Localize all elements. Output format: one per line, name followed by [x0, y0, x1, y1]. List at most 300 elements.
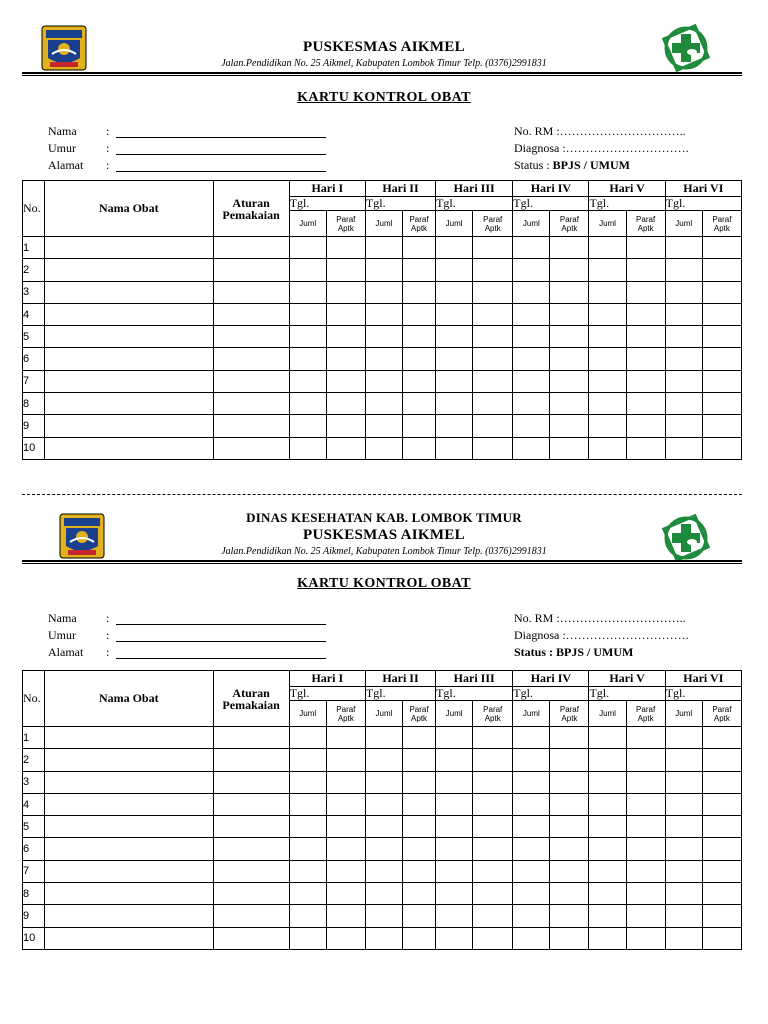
paraf-cell[interactable] [702, 883, 741, 905]
paraf-cell[interactable] [326, 259, 365, 281]
juml-cell[interactable] [665, 303, 702, 325]
paraf-cell[interactable] [550, 793, 589, 815]
juml-cell[interactable] [513, 771, 550, 793]
juml-cell[interactable] [289, 326, 326, 348]
paraf-cell[interactable] [326, 838, 365, 860]
paraf-cell[interactable] [626, 749, 665, 771]
medicine-name-cell[interactable] [45, 927, 213, 949]
juml-cell[interactable] [589, 727, 626, 749]
date-cell[interactable]: Tgl. [436, 197, 513, 211]
dosage-cell[interactable] [213, 437, 289, 459]
medicine-name-cell[interactable] [45, 393, 213, 415]
juml-cell[interactable] [665, 793, 702, 815]
juml-cell[interactable] [513, 370, 550, 392]
date-cell[interactable]: Tgl. [589, 687, 665, 701]
juml-cell[interactable] [289, 415, 326, 437]
juml-cell[interactable] [289, 370, 326, 392]
paraf-cell[interactable] [626, 860, 665, 882]
paraf-cell[interactable] [702, 771, 741, 793]
medicine-name-cell[interactable] [45, 437, 213, 459]
date-cell[interactable]: Tgl. [289, 687, 365, 701]
paraf-cell[interactable] [403, 237, 436, 259]
juml-cell[interactable] [513, 905, 550, 927]
date-cell[interactable]: Tgl. [513, 687, 589, 701]
paraf-cell[interactable] [550, 749, 589, 771]
juml-cell[interactable] [365, 281, 402, 303]
dosage-cell[interactable] [213, 927, 289, 949]
paraf-cell[interactable] [702, 326, 741, 348]
paraf-cell[interactable] [702, 237, 741, 259]
paraf-cell[interactable] [626, 326, 665, 348]
juml-cell[interactable] [513, 348, 550, 370]
paraf-cell[interactable] [473, 883, 513, 905]
paraf-cell[interactable] [550, 816, 589, 838]
paraf-cell[interactable] [473, 303, 513, 325]
juml-cell[interactable] [365, 727, 402, 749]
paraf-cell[interactable] [702, 348, 741, 370]
juml-cell[interactable] [289, 437, 326, 459]
juml-cell[interactable] [513, 883, 550, 905]
paraf-cell[interactable] [702, 860, 741, 882]
paraf-cell[interactable] [550, 326, 589, 348]
juml-cell[interactable] [665, 771, 702, 793]
paraf-cell[interactable] [403, 883, 436, 905]
juml-cell[interactable] [289, 838, 326, 860]
medicine-name-cell[interactable] [45, 303, 213, 325]
date-cell[interactable]: Tgl. [665, 687, 741, 701]
paraf-cell[interactable] [326, 348, 365, 370]
medicine-name-cell[interactable] [45, 771, 213, 793]
juml-cell[interactable] [665, 370, 702, 392]
medicine-name-cell[interactable] [45, 838, 213, 860]
paraf-cell[interactable] [473, 370, 513, 392]
paraf-cell[interactable] [626, 237, 665, 259]
juml-cell[interactable] [513, 393, 550, 415]
juml-cell[interactable] [436, 437, 473, 459]
paraf-cell[interactable] [626, 281, 665, 303]
paraf-cell[interactable] [326, 437, 365, 459]
juml-cell[interactable] [665, 326, 702, 348]
paraf-cell[interactable] [702, 727, 741, 749]
paraf-cell[interactable] [550, 838, 589, 860]
paraf-cell[interactable] [702, 905, 741, 927]
paraf-cell[interactable] [550, 727, 589, 749]
paraf-cell[interactable] [702, 816, 741, 838]
juml-cell[interactable] [436, 793, 473, 815]
dosage-cell[interactable] [213, 237, 289, 259]
dosage-cell[interactable] [213, 370, 289, 392]
juml-cell[interactable] [436, 905, 473, 927]
medicine-name-cell[interactable] [45, 370, 213, 392]
juml-cell[interactable] [665, 727, 702, 749]
juml-cell[interactable] [365, 393, 402, 415]
umur-input-line[interactable] [116, 154, 326, 155]
paraf-cell[interactable] [326, 303, 365, 325]
juml-cell[interactable] [665, 838, 702, 860]
date-cell[interactable]: Tgl. [665, 197, 741, 211]
paraf-cell[interactable] [473, 437, 513, 459]
juml-cell[interactable] [365, 771, 402, 793]
juml-cell[interactable] [289, 905, 326, 927]
medicine-name-cell[interactable] [45, 793, 213, 815]
juml-cell[interactable] [513, 437, 550, 459]
dosage-cell[interactable] [213, 860, 289, 882]
paraf-cell[interactable] [473, 393, 513, 415]
medicine-name-cell[interactable] [45, 348, 213, 370]
juml-cell[interactable] [513, 326, 550, 348]
paraf-cell[interactable] [403, 348, 436, 370]
paraf-cell[interactable] [403, 771, 436, 793]
juml-cell[interactable] [436, 749, 473, 771]
paraf-cell[interactable] [626, 927, 665, 949]
medicine-name-cell[interactable] [45, 749, 213, 771]
alamat-input-line[interactable] [116, 658, 326, 659]
juml-cell[interactable] [436, 326, 473, 348]
paraf-cell[interactable] [473, 237, 513, 259]
juml-cell[interactable] [665, 237, 702, 259]
juml-cell[interactable] [365, 905, 402, 927]
paraf-cell[interactable] [326, 237, 365, 259]
paraf-cell[interactable] [550, 348, 589, 370]
paraf-cell[interactable] [473, 816, 513, 838]
paraf-cell[interactable] [403, 370, 436, 392]
paraf-cell[interactable] [403, 838, 436, 860]
paraf-cell[interactable] [550, 860, 589, 882]
paraf-cell[interactable] [403, 793, 436, 815]
paraf-cell[interactable] [626, 883, 665, 905]
paraf-cell[interactable] [626, 727, 665, 749]
paraf-cell[interactable] [403, 326, 436, 348]
juml-cell[interactable] [665, 437, 702, 459]
paraf-cell[interactable] [626, 348, 665, 370]
paraf-cell[interactable] [403, 727, 436, 749]
juml-cell[interactable] [436, 771, 473, 793]
juml-cell[interactable] [665, 393, 702, 415]
paraf-cell[interactable] [473, 326, 513, 348]
juml-cell[interactable] [589, 370, 626, 392]
juml-cell[interactable] [589, 927, 626, 949]
field-status: Status : BPJS / UMUM [514, 645, 634, 659]
juml-cell[interactable] [289, 860, 326, 882]
paraf-cell[interactable] [326, 883, 365, 905]
date-cell[interactable]: Tgl. [436, 687, 513, 701]
dosage-cell[interactable] [213, 793, 289, 815]
juml-cell[interactable] [365, 348, 402, 370]
paraf-cell[interactable] [702, 793, 741, 815]
juml-cell[interactable] [513, 303, 550, 325]
juml-cell[interactable] [436, 883, 473, 905]
medicine-name-cell[interactable] [45, 816, 213, 838]
juml-cell[interactable] [365, 370, 402, 392]
juml-cell[interactable] [436, 816, 473, 838]
juml-cell[interactable] [589, 259, 626, 281]
paraf-cell[interactable] [550, 259, 589, 281]
paraf-cell[interactable] [550, 905, 589, 927]
dosage-cell[interactable] [213, 415, 289, 437]
paraf-cell[interactable] [326, 281, 365, 303]
paraf-cell[interactable] [403, 259, 436, 281]
paraf-cell[interactable] [626, 838, 665, 860]
paraf-cell[interactable] [626, 793, 665, 815]
paraf-cell[interactable] [626, 415, 665, 437]
paraf-cell[interactable] [626, 905, 665, 927]
juml-cell[interactable] [436, 927, 473, 949]
juml-cell[interactable] [589, 303, 626, 325]
juml-cell[interactable] [665, 259, 702, 281]
juml-cell[interactable] [365, 860, 402, 882]
juml-cell[interactable] [365, 415, 402, 437]
paraf-cell[interactable] [626, 259, 665, 281]
medicine-name-cell[interactable] [45, 326, 213, 348]
juml-cell[interactable] [665, 281, 702, 303]
juml-cell[interactable] [513, 749, 550, 771]
paraf-cell[interactable] [550, 237, 589, 259]
juml-cell[interactable] [436, 259, 473, 281]
juml-cell[interactable] [513, 927, 550, 949]
dosage-cell[interactable] [213, 727, 289, 749]
juml-cell[interactable] [289, 727, 326, 749]
paraf-cell[interactable] [403, 927, 436, 949]
juml-cell[interactable] [436, 860, 473, 882]
paraf-cell[interactable] [702, 415, 741, 437]
juml-cell[interactable] [589, 415, 626, 437]
paraf-cell[interactable] [550, 415, 589, 437]
juml-cell[interactable] [589, 281, 626, 303]
paraf-cell[interactable] [702, 437, 741, 459]
juml-cell[interactable] [365, 749, 402, 771]
paraf-cell[interactable] [326, 860, 365, 882]
juml-cell[interactable] [513, 727, 550, 749]
juml-cell[interactable] [589, 860, 626, 882]
juml-cell[interactable] [665, 749, 702, 771]
paraf-cell[interactable] [403, 860, 436, 882]
paraf-cell[interactable] [702, 393, 741, 415]
paraf-cell[interactable] [550, 303, 589, 325]
juml-cell[interactable] [665, 816, 702, 838]
medicine-name-cell[interactable] [45, 905, 213, 927]
paraf-cell[interactable] [626, 437, 665, 459]
dosage-cell[interactable] [213, 838, 289, 860]
paraf-cell[interactable] [326, 370, 365, 392]
juml-cell[interactable] [665, 860, 702, 882]
juml-cell[interactable] [589, 237, 626, 259]
date-cell[interactable]: Tgl. [513, 197, 589, 211]
juml-cell[interactable] [436, 348, 473, 370]
paraf-cell[interactable] [550, 883, 589, 905]
juml-cell[interactable] [365, 259, 402, 281]
juml-cell[interactable] [665, 883, 702, 905]
medicine-name-cell[interactable] [45, 281, 213, 303]
dosage-cell[interactable] [213, 905, 289, 927]
paraf-cell[interactable] [473, 348, 513, 370]
paraf-cell[interactable] [702, 927, 741, 949]
juml-cell[interactable] [365, 883, 402, 905]
juml-cell[interactable] [589, 771, 626, 793]
juml-cell[interactable] [513, 838, 550, 860]
juml-cell[interactable] [289, 749, 326, 771]
date-cell[interactable]: Tgl. [289, 197, 365, 211]
paraf-cell[interactable] [403, 816, 436, 838]
medicine-name-cell[interactable] [45, 259, 213, 281]
paraf-cell[interactable] [326, 749, 365, 771]
paraf-cell[interactable] [326, 905, 365, 927]
paraf-cell[interactable] [702, 370, 741, 392]
juml-cell[interactable] [436, 415, 473, 437]
dosage-cell[interactable] [213, 348, 289, 370]
juml-cell[interactable] [289, 927, 326, 949]
juml-cell[interactable] [589, 348, 626, 370]
juml-cell[interactable] [665, 415, 702, 437]
paraf-cell[interactable] [403, 437, 436, 459]
juml-cell[interactable] [589, 393, 626, 415]
paraf-cell[interactable] [626, 370, 665, 392]
paraf-cell[interactable] [626, 771, 665, 793]
paraf-cell[interactable] [550, 771, 589, 793]
nama-input-line[interactable] [116, 137, 326, 138]
juml-cell[interactable] [289, 237, 326, 259]
paraf-cell[interactable] [473, 415, 513, 437]
paraf-cell[interactable] [473, 927, 513, 949]
paraf-cell[interactable] [473, 281, 513, 303]
umur-input-line[interactable] [116, 641, 326, 642]
paraf-cell[interactable] [403, 281, 436, 303]
paraf-cell[interactable] [326, 727, 365, 749]
medicine-name-cell[interactable] [45, 237, 213, 259]
medicine-name-cell[interactable] [45, 727, 213, 749]
dosage-cell[interactable] [213, 883, 289, 905]
medicine-name-cell[interactable] [45, 860, 213, 882]
dosage-cell[interactable] [213, 393, 289, 415]
date-cell[interactable]: Tgl. [589, 197, 665, 211]
juml-cell[interactable] [513, 793, 550, 815]
alamat-input-line[interactable] [116, 171, 326, 172]
paraf-cell[interactable] [550, 281, 589, 303]
juml-cell[interactable] [513, 281, 550, 303]
juml-cell[interactable] [436, 281, 473, 303]
paraf-cell[interactable] [626, 816, 665, 838]
paraf-cell[interactable] [550, 393, 589, 415]
juml-cell[interactable] [589, 838, 626, 860]
paraf-cell[interactable] [702, 749, 741, 771]
dosage-cell[interactable] [213, 326, 289, 348]
paraf-cell[interactable] [473, 727, 513, 749]
juml-cell[interactable] [513, 860, 550, 882]
dosage-cell[interactable] [213, 771, 289, 793]
juml-cell[interactable] [665, 927, 702, 949]
paraf-cell[interactable] [473, 749, 513, 771]
header-rule [22, 72, 742, 74]
juml-cell[interactable] [289, 303, 326, 325]
paraf-cell[interactable] [702, 259, 741, 281]
paraf-cell[interactable] [403, 749, 436, 771]
paraf-cell[interactable] [702, 303, 741, 325]
paraf-cell[interactable] [403, 415, 436, 437]
juml-cell[interactable] [365, 816, 402, 838]
paraf-cell[interactable] [473, 860, 513, 882]
juml-cell[interactable] [289, 771, 326, 793]
juml-cell[interactable] [589, 816, 626, 838]
juml-cell[interactable] [365, 303, 402, 325]
paraf-cell[interactable] [326, 326, 365, 348]
paraf-cell[interactable] [403, 303, 436, 325]
paraf-cell[interactable] [473, 771, 513, 793]
juml-cell[interactable] [436, 237, 473, 259]
juml-cell[interactable] [289, 259, 326, 281]
juml-cell[interactable] [665, 905, 702, 927]
juml-cell[interactable] [589, 793, 626, 815]
juml-cell[interactable] [589, 326, 626, 348]
paraf-cell[interactable] [326, 927, 365, 949]
juml-cell[interactable] [365, 793, 402, 815]
juml-cell[interactable] [436, 393, 473, 415]
juml-cell[interactable] [289, 281, 326, 303]
dosage-cell[interactable] [213, 281, 289, 303]
paraf-cell[interactable] [403, 905, 436, 927]
paraf-cell[interactable] [702, 838, 741, 860]
date-cell[interactable]: Tgl. [365, 687, 435, 701]
paraf-cell[interactable] [473, 905, 513, 927]
nama-input-line[interactable] [116, 624, 326, 625]
paraf-cell[interactable] [326, 415, 365, 437]
paraf-cell[interactable] [626, 303, 665, 325]
juml-cell[interactable] [589, 905, 626, 927]
juml-cell[interactable] [289, 348, 326, 370]
juml-cell[interactable] [289, 393, 326, 415]
juml-cell[interactable] [365, 927, 402, 949]
juml-cell[interactable] [513, 237, 550, 259]
paraf-cell[interactable] [403, 393, 436, 415]
paraf-cell[interactable] [702, 281, 741, 303]
juml-cell[interactable] [365, 326, 402, 348]
medicine-name-cell[interactable] [45, 883, 213, 905]
juml-cell[interactable] [365, 237, 402, 259]
juml-cell[interactable] [436, 303, 473, 325]
paraf-cell[interactable] [326, 393, 365, 415]
juml-cell[interactable] [289, 816, 326, 838]
juml-cell[interactable] [513, 415, 550, 437]
juml-cell[interactable] [665, 348, 702, 370]
medicine-name-cell[interactable] [45, 415, 213, 437]
paraf-cell[interactable] [326, 793, 365, 815]
juml-cell[interactable] [436, 370, 473, 392]
juml-cell[interactable] [589, 883, 626, 905]
dosage-cell[interactable] [213, 749, 289, 771]
juml-cell[interactable] [436, 727, 473, 749]
paraf-cell[interactable] [326, 816, 365, 838]
juml-cell[interactable] [589, 749, 626, 771]
dosage-cell[interactable] [213, 303, 289, 325]
juml-cell[interactable] [365, 437, 402, 459]
paraf-cell[interactable] [473, 793, 513, 815]
paraf-cell[interactable] [550, 437, 589, 459]
paraf-cell[interactable] [550, 370, 589, 392]
juml-cell[interactable] [436, 838, 473, 860]
paraf-cell[interactable] [473, 259, 513, 281]
date-cell[interactable]: Tgl. [365, 197, 435, 211]
juml-cell[interactable] [589, 437, 626, 459]
juml-cell[interactable] [365, 838, 402, 860]
juml-cell[interactable] [513, 259, 550, 281]
juml-cell[interactable] [513, 816, 550, 838]
paraf-cell[interactable] [473, 838, 513, 860]
paraf-cell[interactable] [626, 393, 665, 415]
juml-cell[interactable] [289, 883, 326, 905]
paraf-cell[interactable] [326, 771, 365, 793]
dosage-cell[interactable] [213, 259, 289, 281]
paraf-cell[interactable] [550, 927, 589, 949]
dosage-cell[interactable] [213, 816, 289, 838]
juml-cell[interactable] [289, 793, 326, 815]
